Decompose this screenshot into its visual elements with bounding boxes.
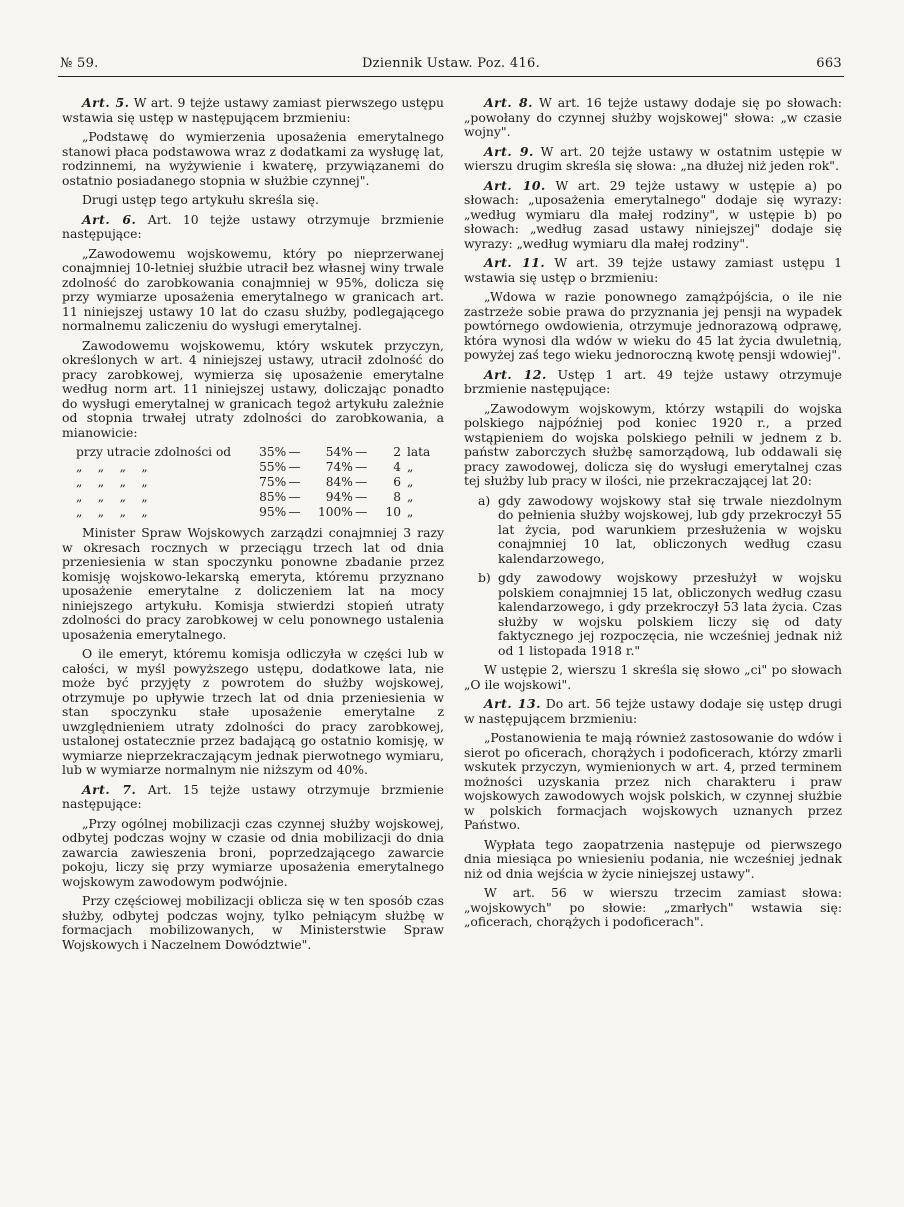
article-7-heading: Art. 7.	[82, 781, 137, 797]
list-item: a) gdy zawodowy wojskowy stał się trwale niezdolnym do pełnienia służby wojskowej, lub gdy przekroczył 55 lat życia, pod warunkiem przesłużenia w wojsku conajmniej 10 lat, obliczonych według czasu kalendarzowego,	[478, 492, 842, 566]
page-header	[58, 54, 844, 77]
article-5-heading: Art. 5.	[82, 95, 130, 110]
right-column	[464, 96, 842, 935]
issue-number: № 59.	[60, 56, 99, 71]
article-10: Art. 10. W art. 29 tejże ustawy w ustępie a) po słowach: „uposażenia emerytalnego" dodaje się wyrazy: „według wymiaru dla małej rodziny", w ustępie b) po słowach: „według zasad ustawy niniejszej" dodaje się wyrazy: „według wymiaru dla małej rodziny".	[464, 177, 842, 251]
article-12: Art. 12. Ustęp 1 art. 49 tejże ustawy otrzymuje brzmienie następujące:	[464, 366, 842, 396]
article-7	[62, 783, 444, 812]
left-column	[62, 96, 444, 957]
article-12-heading: Art. 12.	[484, 366, 547, 382]
table-row: „ „ „ „ 75% — 84% — 6 „	[76, 475, 414, 489]
article-11: Art. 11. W art. 39 tejże ustawy zamiast ustępu 1 wstawia się ustęp o brzmieniu:	[464, 255, 842, 285]
article-7-paragraph-2: Przy częściowej mobilizacji oblicza się w ten sposób czas służby, odbytej podczas wojny, tylko pełniącym służbę w formacjach mobilizowanych, w Ministerstwie Spraw Wojskowych i Naczelnem Dowództwie".	[62, 893, 444, 952]
article-11-quote: „Wdowa w razie ponownego zamążpójścia, o ile nie zastrzeże sobie prawa do przyznania jej pensji na wypadek powtórnego owdowienia, otrzymuje jednorazową odprawę, która wynosi dla wdów w wieku do 45 lat życia dwuletnią, powyżej zaś tego wieku jednoroczną kwotę pensji wdowiej".	[464, 289, 842, 362]
article-13-paragraph-3: W art. 56 w wierszu trzecim zamiast słowa: „wojskowych" po słowie: „zmarłych" wstawia się: „oficerach, chorążych i podoficerach".	[464, 885, 842, 929]
article-8-heading: Art. 8.	[484, 95, 533, 110]
table-row: „ „ „ „ 95% — 100% — 10 „	[76, 505, 414, 519]
article-5-quote: „Podstawę do wymierzenia uposażenia emerytalnego stanowi płaca podstawowa wraz z dodatkami za wysługę lat, rodzinnemi, na wyżywienie i kwaterę, przywiązanemi do ostatnio posiadanego stopnia w służbie czynnej".	[62, 129, 444, 188]
article-6-paragraph-2: Zawodowemu wojskowemu, który wskutek przyczyn, określonych w art. 4 niniejszej ustawy, utracił zdolność do pracy zarobkowej, wymierza się uposażenie emerytalne według norm art. 11 niniejszej ustawy, doliczając ponadto do wysługi emerytalnej w granicach tegoż artykułu zależnie od stopnia trwałej utraty zdolności do zarobkowania, a mianowicie:	[62, 337, 444, 440]
article-7-paragraph-1: „Przy ogólnej mobilizacji czas czynnej służby wojskowej, odbytej podczas wojny w czasie od dnia mobilizacji do dnia zawarcia zawieszenia broni, poprzedzającego zawarcie pokoju, liczy się przy wymiarze uposażenia emerytalnego wojskowym zawodowym podwójnie.	[62, 815, 444, 889]
page-number: 663	[816, 56, 842, 71]
list-item: b) gdy zawodowy wojskowy przesłużył w wojsku polskiem conajmniej 15 lat, obliczonych według czasu kalendarzowego, i gdy przekroczył 53 lata życia. Czas służby w wojsku polskiem liczy się od daty faktycznego jej rozpoczęcia, nie wcześniej jednak niż od 1 listopada 1918 r."	[478, 570, 842, 658]
article-13-paragraph-1: „Postanowienia te mają również zastosowanie do wdów i sierot po oficerach, chorążych i podoficerach, którzy zmarli wskutek przyczyn, wymienionych w art. 4, przed terminem możności uzyskania przez nich charakteru i praw wojskowych zawodowych wojsk polskich, w czynnej służbie w polskich formacjach wojskowych uznanych przez Państwo.	[464, 730, 842, 832]
article-5-drop: Drugi ustęp tego artykułu skreśla się.	[82, 192, 319, 207]
article-6-heading: Art. 6.	[82, 211, 137, 227]
article-11-heading: Art. 11.	[484, 255, 546, 270]
article-6-intro: Art. 10 tejże ustawy otrzymuje brzmienie następujące:	[62, 211, 444, 241]
article-5	[62, 96, 444, 125]
article-13-heading: Art. 13.	[484, 696, 541, 711]
table-row: „ „ „ „ 85% — 94% — 8 „	[76, 490, 414, 504]
table-row: „ „ „ „ 55% — 74% — 4 „	[76, 460, 414, 474]
article-10-heading: Art. 10.	[484, 177, 546, 193]
article-6-paragraph-4: O ile emeryt, któremu komisja odliczyła w części lub w całości, w myśl powyższego ustępu, dodatkowe lata, nie może być przyjęty z powrotem do służby wojskowej, otrzymuje po upływie trzech lat od dnia przeniesienia w stan spoczynku stałe uposażenie emerytalne z uwzględnieniem utraty zdolności do pracy zarobkowej, ustalonej ostatecznie przez badającą go ostatnio komisję, w wymiarze nieprzekraczającym jednak pierwotnego wymiaru, lub w wymiarze normalnym nie niższym od 40%.	[62, 646, 444, 777]
disability-table	[76, 445, 444, 520]
article-13: Art. 13. Do art. 56 tejże ustawy dodaje się ustęp drugi w następującem brzmieniu:	[464, 696, 842, 726]
article-6-paragraph-1: „Zawodowemu wojskowemu, który po nieprzerwanej conajmniej 10-letniej służbie utracił bez własnej winy trwale zdolność do zarobkowania conajmniej w 95%, dolicza się przy wymiarze uposażenia emerytalnego w granicach art. 11 niniejszej ustawy 10 lat do czasu służby, podlegającego normalnemu zaliczeniu do wysługi emerytalnej.	[62, 245, 444, 333]
article-6	[62, 213, 444, 242]
article-5-intro: W art. 9 tejże ustawy zamiast pierwszego ustępu wstawia się ustęp w następującem brzmieniu:	[62, 95, 444, 125]
article-12-quote: „Zawodowym wojskowym, którzy wstąpili do wojska polskiego najpóźniej pod koniec 1920 r., a przed wstąpieniem do wojska polskiego pełnili w jednem z b. państw zaborczych służbę samorządową, lub oddawali się pracy zawodowej, dolicza się do wysługi emerytalnej czas tej służby lub pracy w ilości, nie przekraczającej lat 20:	[464, 400, 842, 488]
table-row: przy utracie zdolności od 35% — 54% — 2 lata	[76, 445, 431, 459]
journal-title: Dziennik Ustaw. Poz. 416.	[361, 56, 541, 71]
article-9: Art. 9. W art. 20 tejże ustawy w ostatnim ustępie w wierszu drugim skreśla się słowa: „na dłużej niż jeden rok".	[464, 143, 842, 173]
article-13-paragraph-2: Wypłata tego zaopatrzenia następuje od pierwszego dnia miesiąca po wniesieniu podania, nie wcześniej jednak niż od dnia wejścia w życie niniejszej ustawy".	[464, 836, 842, 881]
article-9-heading: Art. 9.	[484, 143, 534, 159]
article-7-intro: Art. 15 tejże ustawy otrzymuje brzmienie następujące:	[62, 781, 444, 811]
article-12-after: W ustępie 2, wierszu 1 skreśla się słowo „ci" po słowach „O ile wojskowi".	[464, 662, 842, 692]
article-8: Art. 8. W art. 16 tejże ustawy dodaje się po słowach: „powołany do czynnej służby wojskowej" słowa: „w czasie wojny".	[464, 95, 842, 139]
article-6-paragraph-3: Minister Spraw Wojskowych zarządzi conajmniej 3 razy w okresach rocznych w przeciągu trzech lat od dnia przeniesienia w stan spoczynku ponowne zbadanie przez komisję wojskowo-lekarską emeryta, któremu przyznano uposażenie emerytalne z doliczeniem lat na mocy niniejszego artykułu. Komisja stwierdzi stopień utraty zdolności do pracy zarobkowej w celu ponownego ustalenia uposażenia emerytalnego.	[62, 525, 444, 642]
